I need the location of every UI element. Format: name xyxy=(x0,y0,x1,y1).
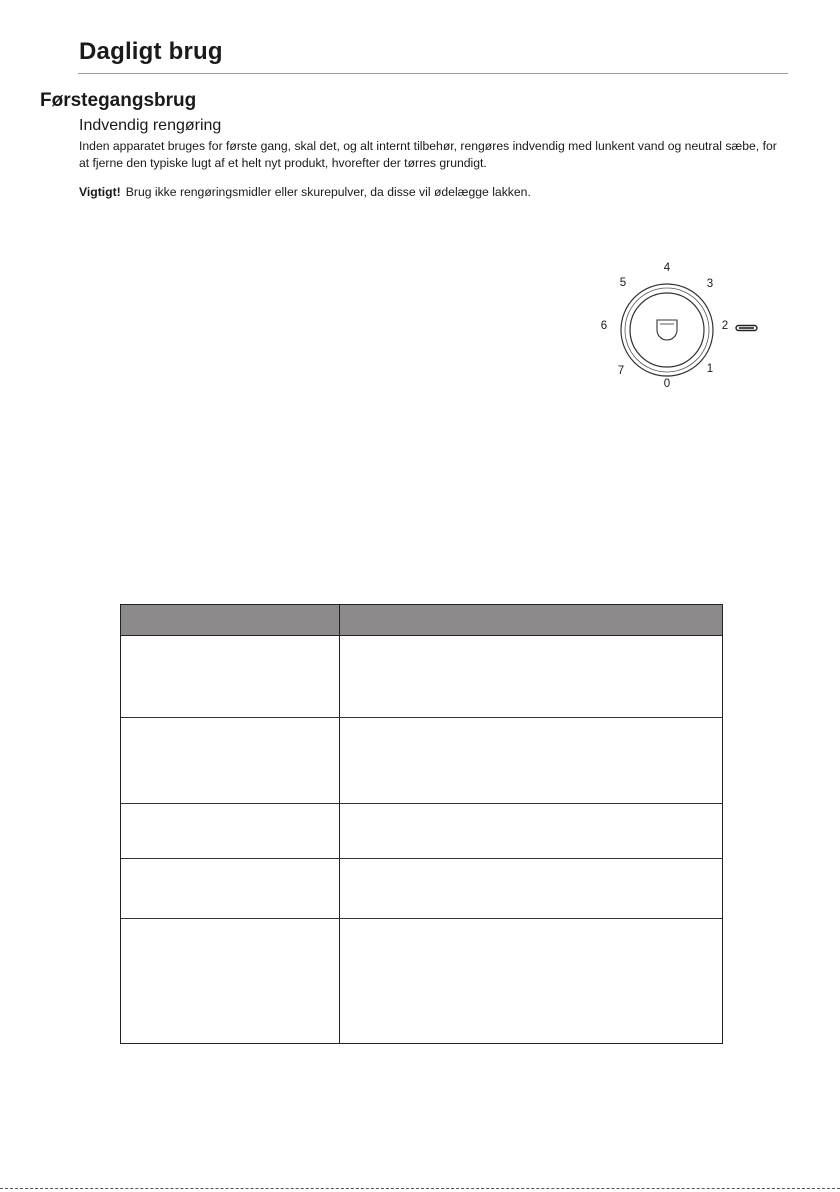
table-column-divider xyxy=(339,605,340,1043)
dial-label-2: 2 xyxy=(721,320,729,332)
dial-label-5: 5 xyxy=(619,277,627,289)
warning-text: Brug ikke rengøringsmidler eller skurepulver, da disse vil ødelægge lakken. xyxy=(125,185,531,199)
subsection-heading: Indvendig rengøring xyxy=(79,117,222,134)
dial-label-7: 7 xyxy=(617,365,625,377)
dial-label-0: 0 xyxy=(663,378,671,390)
page-title: Dagligt brug xyxy=(79,38,223,65)
table-row-divider xyxy=(121,858,722,859)
warning-label: Vigtigt! xyxy=(79,185,121,199)
dial-label-6: 6 xyxy=(600,320,608,332)
section-heading: Førstegangsbrug xyxy=(40,90,197,111)
title-divider xyxy=(78,73,788,74)
dial-label-3: 3 xyxy=(706,278,714,290)
dial-label-1: 1 xyxy=(706,363,714,375)
table-header-row xyxy=(121,605,722,636)
dial-label-4: 4 xyxy=(663,262,671,274)
warning-note xyxy=(79,184,779,201)
body-paragraph: Inden apparatet bruges for første gang, skal det, og alt internt tilbehør, rengøres indvendig med lunkent vand og neutral sæbe, for at fjerne den typiske lugt af et helt nyt produkt, hvorefter der tørres grundigt. xyxy=(79,139,777,170)
table-row-divider xyxy=(121,717,722,718)
pointer-mark-icon xyxy=(735,324,759,332)
table-row-divider xyxy=(121,918,722,919)
thermostat-dial-figure xyxy=(595,258,765,398)
page-bottom-edge xyxy=(0,1188,840,1189)
settings-table xyxy=(120,604,723,1044)
table-row-divider xyxy=(121,803,722,804)
